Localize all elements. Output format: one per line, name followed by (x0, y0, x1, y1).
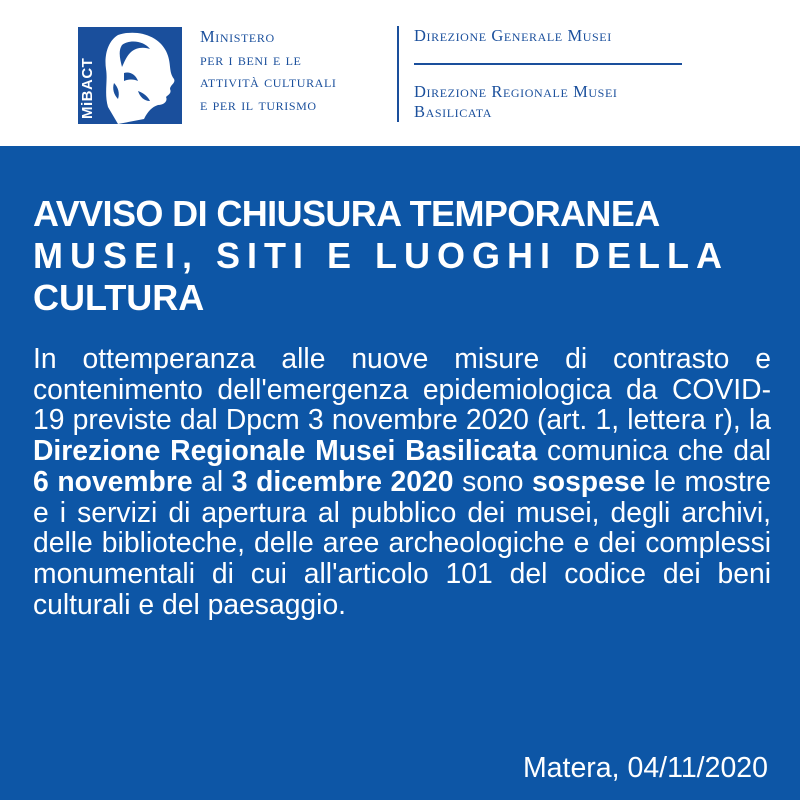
body-text: al (192, 464, 232, 497)
ministry-name (200, 26, 336, 116)
body-text: sono (453, 464, 533, 497)
body-bold: sospese (532, 464, 646, 497)
title-line: CULTURA (33, 277, 205, 318)
direzione-regionale (414, 82, 617, 122)
body-text: In ottemperanza alle nuove misure di contrasto e contenimento dell'emergenza epidemiologica da COVID-19 previste dal Dpcm 3 novembre 2020 (art. 1, lettera r), la (33, 342, 771, 436)
direzione-generale: Direzione Generale Musei (414, 26, 612, 45)
ministry-line: e per il turismo (200, 94, 317, 114)
notice-date: Matera, 04/11/2020 (522, 752, 768, 784)
mibact-logo (78, 27, 182, 124)
notice-body (33, 343, 771, 619)
logo-text: MiBACT (79, 57, 96, 119)
notice-paragraph (33, 343, 771, 619)
notice-panel (0, 146, 800, 800)
body-text: comunica che dal (537, 434, 772, 467)
ministry-line: attività culturali (200, 72, 337, 91)
ministry-line: Ministero (200, 27, 275, 46)
body-text: le mostre e i servizi di apertura al pubblico dei musei, degli archivi, delle biblioteche, delle aree archeologiche e dei complessi monumentali di cui all'articolo 101 del codice dei beni culturali e del paesaggio. (33, 464, 772, 620)
title-line: AVVISO DI CHIUSURA TEMPORANEA (33, 193, 660, 234)
ministry-line: per i beni e le (200, 49, 302, 69)
direzione-regionale-line: Basilicata (414, 102, 493, 121)
direzione-regionale-line: Direzione Regionale Musei (414, 82, 618, 101)
body-bold: Direzione Regionale Musei Basilicata (33, 434, 538, 467)
horizontal-divider (414, 63, 682, 65)
title-line: MUSEI, SITI E LUOGHI DELLA (33, 235, 730, 276)
body-bold: 3 dicembre 2020 (231, 464, 454, 497)
header (0, 0, 800, 146)
body-bold: 6 novembre (33, 464, 193, 497)
vertical-divider (397, 26, 399, 122)
notice-title (33, 193, 771, 319)
